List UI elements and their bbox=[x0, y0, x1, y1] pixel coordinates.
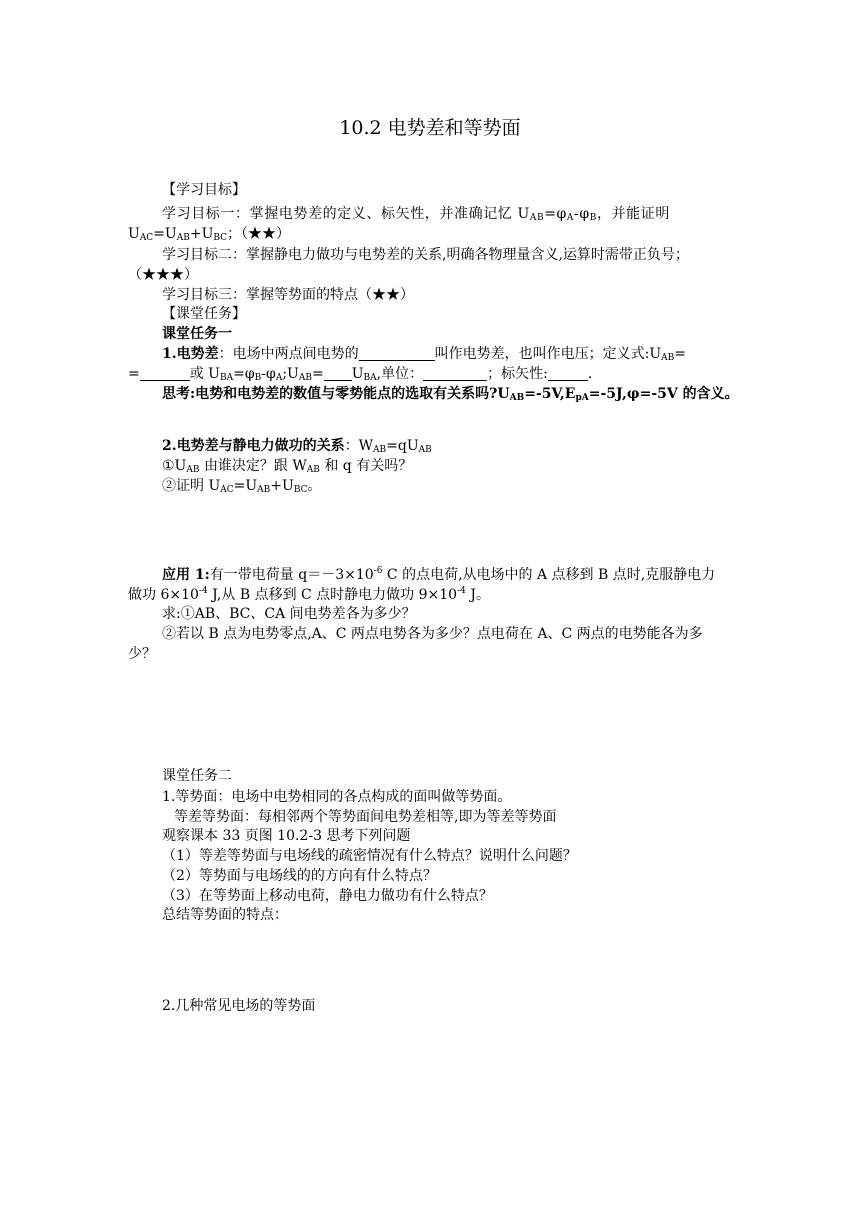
task-2-title: 课堂任务二 bbox=[162, 768, 232, 784]
application-q1: 求:①AB、BC、CA 间电势差各为多少？ bbox=[162, 606, 416, 622]
task-1-title: 课堂任务一 bbox=[162, 326, 232, 342]
application-q2: ②若以 B 点为电势零点,A、C 两点电势各为多少？点电荷在 A、C 两点的电势能各为多 bbox=[162, 626, 703, 642]
goal-1-cont: $U_{AC}=U_{AB}+U_{BC}$；（★★） bbox=[128, 226, 291, 243]
equal-diff-def: 等差等势面：每相邻两个等势面间电势差相等,即为等差等势面 bbox=[174, 809, 557, 825]
section-2-q2: ②证明 $U_{AC}=U_{AB}+U_{BC}$。 bbox=[162, 478, 322, 495]
goal-2-cont: （★★★） bbox=[128, 267, 198, 283]
section-2-q1: $①U_{AB}$ 由谁决定？跟 $W_{AB}$ 和 q 有关吗？ bbox=[162, 458, 413, 475]
question-3: （3）在等势面上移动电荷，静电力做功有什么特点？ bbox=[162, 888, 493, 904]
common-fields-heading: 2.几种常见电场的等势面 bbox=[162, 998, 316, 1014]
question-1: （1）等差等势面与电场线的疏密情况有什么特点？说明什么问题？ bbox=[162, 848, 577, 864]
goal-1: 学习目标一：掌握电势差的定义、标矢性，并准确记忆 $U_{AB}=\varphi_A-\varphi_B$，并能证明 bbox=[162, 206, 670, 223]
observe-text: 观察课本 33 页图 10.2-3 思考下列问题 bbox=[162, 828, 411, 844]
question-2: （2）等势面与电场线的的方向有什么特点？ bbox=[162, 868, 437, 884]
application-1: 应用 1:有一带电荷量 $q=-3\times 10^{-6}$ C 的点电荷,从电场中的 A 点移到 B 点时,克服静电力 bbox=[162, 566, 716, 583]
application-1-cont: 做功 $6\times 10^{-4}$ J,从 B 点移到 C 点时静电力做功 $9\times 10^{-4}$ J。 bbox=[128, 586, 490, 603]
goal-3: 学习目标三：掌握等势面的特点（★★） bbox=[162, 287, 414, 303]
page-title: 10.2 电势差和等势面 bbox=[339, 117, 521, 139]
section-1-cont: = 或 $U_{BA}=\varphi_B-\varphi_A;U_{AB}= U_{BA}$,单位： ；标矢性: . bbox=[128, 366, 593, 383]
goals-header: 【学习目标】 bbox=[162, 182, 246, 198]
section-1: 1.电势差：电场中两点间电势的 叫作电势差，也叫作电压；定义式$:U_{AB}=$ bbox=[162, 346, 686, 363]
goal-2: 学习目标二：掌握静电力做功与电势差的关系,明确各物理量含义,运算时需带正负号； bbox=[162, 247, 689, 263]
application-q2-cont: 少？ bbox=[128, 646, 156, 662]
think-question: 思考:电势和电势差的数值与零势能点的选取有关系吗$?U_{AB}=-5V,E_{pA}=-5J,\varphi=-5V$ 的含义。 bbox=[162, 386, 739, 403]
summary-prompt: 总结等势面的特点： bbox=[162, 907, 288, 923]
equipotential-def: 1.等势面：电场中电势相同的各点构成的面叫做等势面。 bbox=[162, 789, 512, 805]
tasks-header: 【课堂任务】 bbox=[162, 306, 246, 322]
section-2: 2.电势差与静电力做功的关系：$W_{AB}=qU_{AB}$ bbox=[162, 438, 432, 455]
